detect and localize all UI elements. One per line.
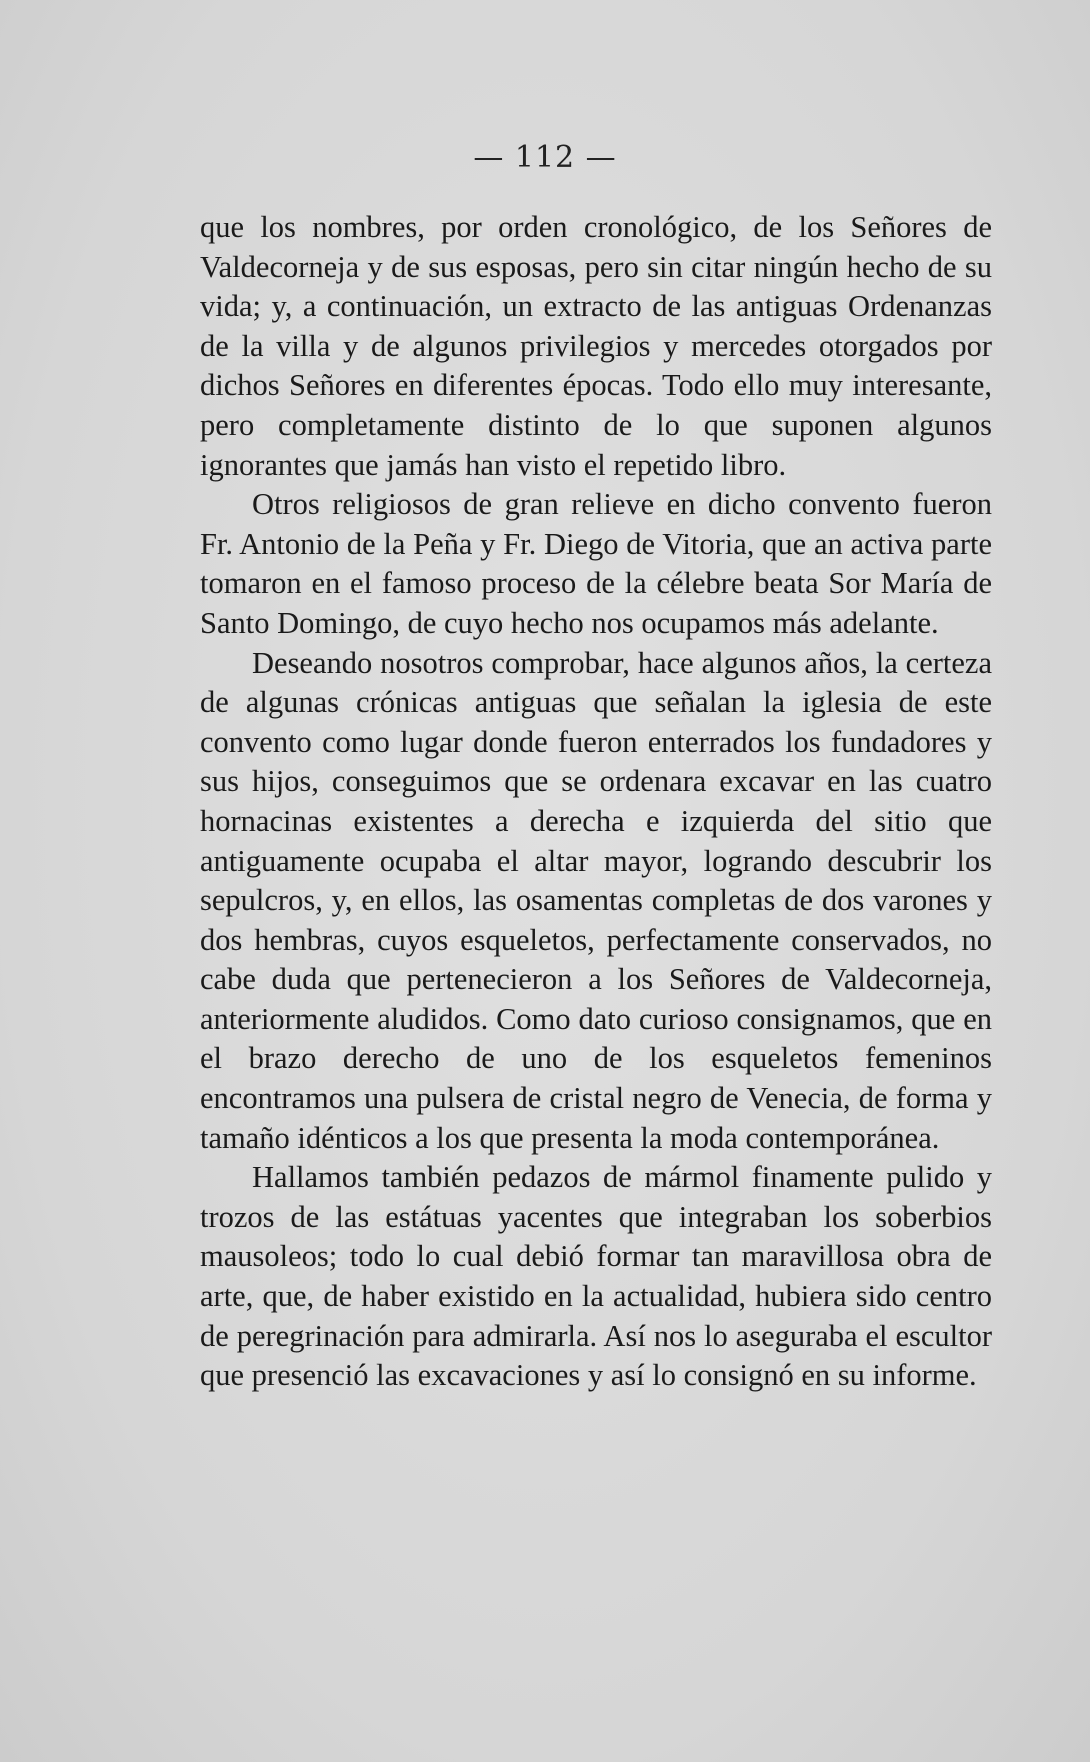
page-number: — 112 —: [473, 140, 617, 175]
body-text: [200, 208, 992, 1396]
paragraph-continuation: que los nombres, por orden cronológico, de los Señores de Valdecorneja y de sus esposas, pero sin citar ningún hecho de su vida; y, a continuación, un extracto de las antiguas Ordenanzas de la villa y de algunos privilegios y mercedes otorgados por dichos Señores en diferentes épocas. Todo ello muy interesante, pero completamente distinto de lo que suponen algunos ignorantes que jamás han visto el repetido libro.: [200, 210, 992, 482]
paragraph-excavacion: Deseando nosotros comprobar, hace algunos años, la certeza de algunas crónicas antiguas que señalan la iglesia de este convento como lugar donde fueron enterrados los fundadores y sus hijos, conseguimos que se ordenara excavar en las cuatro hornacinas existentes a derecha e izquierda del sitio que antiguamente ocupaba el altar mayor, logrando descubrir los sepulcros, y, en ellos, las osamentas completas de dos varones y dos hembras, cuyos esqueletos, perfectamente conservados, no cabe duda que pertenecieron a los Señores de Valdecorneja, anteriormente aludidos. Como dato curioso consignamos, que en el brazo derecho de uno de los esqueletos femeninos encontramos una pulsera de cristal negro de Venecia, de forma y tamaño idénticos a los que presenta la moda contemporánea.: [200, 645, 992, 1155]
paragraph-hallazgos: Hallamos también pedazos de mármol finamente pulido y trozos de las estátuas yacentes que integraban los soberbios mausoleos; todo lo cual debió formar tan maravillosa obra de arte, que, de haber existido en la actualidad, hubiera sido centro de peregrinación para admirarla. Así nos lo aseguraba el escultor que presenció las excavaciones y así lo consignó en su informe.: [200, 1160, 992, 1393]
paragraph-religiosos: Otros religiosos de gran relieve en dicho convento fueron Fr. Antonio de la Peña y Fr. Diego de Vitoria, que an activa parte tomaron en el famoso proceso de la célebre beata Sor María de Santo Domingo, de cuyo hecho nos ocupamos más adelante.: [200, 487, 992, 640]
